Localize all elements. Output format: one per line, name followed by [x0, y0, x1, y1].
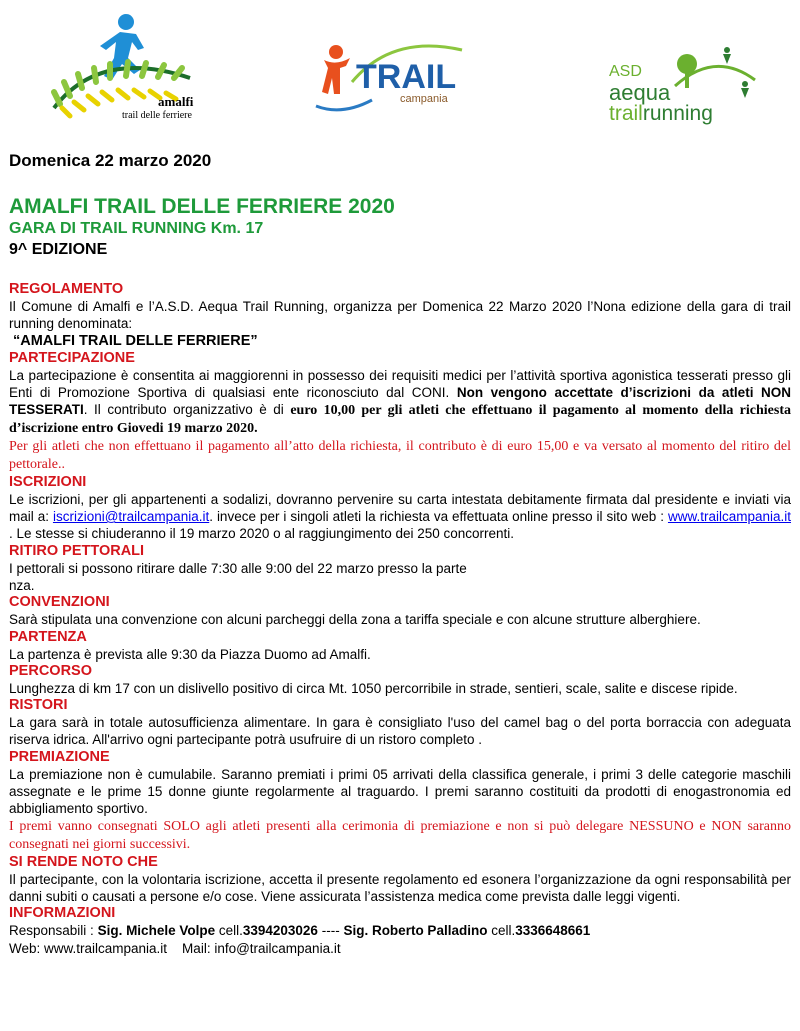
section-rende-noto-heading: SI RENDE NOTO CHE	[9, 853, 158, 870]
trail-campania-logo	[312, 38, 492, 118]
section-convenzioni-heading: CONVENZIONI	[9, 594, 110, 611]
ristori-text: La gara sarà in totale autosufficienza alimentare. In gara è consigliato l'uso del camel bag o del porta borraccia con adeguata riserva idrica. All'arrivo ogni partecipante potrà usufruire di un ristoro completo .	[9, 715, 791, 748]
event-date: Domenica 22 marzo 2020	[9, 151, 212, 170]
section-partecipazione-heading: PARTECIPAZIONE	[9, 349, 135, 366]
section-ristori-heading: RISTORI	[9, 697, 68, 714]
section-ritiro-heading: RITIRO PETTORALI	[9, 542, 145, 559]
logo-left-sub: trail delle ferriere	[122, 110, 192, 121]
percorso-text: Lunghezza di km 17 con un dislivello positivo di circa Mt. 1050 percorribile in strade, sentieri, scale, salite e discese ripide.	[9, 680, 738, 696]
page-title: AMALFI TRAIL DELLE FERRIERE 2020	[9, 195, 395, 218]
person-2: Sig. Roberto Palladino	[343, 923, 488, 939]
person-1: Sig. Michele Volpe	[97, 923, 216, 939]
ritiro-text-2: nza.	[9, 577, 35, 593]
responsabili-line: Responsabili : Sig. Michele Volpe cell.3394203026 ---- Sig. Roberto Palladino cell.3336648661	[9, 923, 591, 939]
section-iscrizioni-heading: ISCRIZIONI	[9, 473, 87, 490]
logo-right-line3: trailrunning	[609, 102, 713, 125]
premiazione-text: La premiazione non è cumulabile. Saranno premiati i primi 05 arrivati della classifica generale, i primi 3 delle categorie maschili assegnate e le prime 15 donne giunte regolarmente al traguardo. I premi saranno costituiti da prodotti di enogastronomia ed abbigliamento sportivo.	[9, 766, 791, 817]
ritiro-text: I pettorali si possono ritirare dalle 7:30 alle 9:00 del 22 marzo presso la parte	[9, 560, 467, 576]
section-partenza-heading: PARTENZA	[9, 628, 87, 645]
logo-right-line1: ASD	[609, 63, 642, 80]
logo-right-line2: aequa	[609, 80, 671, 105]
regolamento-text: Il Comune di Amalfi e l’A.S.D. Aequa Trail Running, organizza per Domenica 22 Marzo 2020 l’Nona edizione della gara di trail running denominata:	[9, 299, 791, 332]
logo-center-sub: campania	[400, 93, 448, 105]
section-informazioni-heading: INFORMAZIONI	[9, 905, 116, 922]
iscrizioni-text: Le iscrizioni, per gli appartenenti a sodalizi, dovranno pervenire su carta intestata debitamente firmata dal presidente e inviati via mail a: iscrizioni@trailcampania.it. invece per i singoli atleti la richiesta va effettuata online presso il sito web : www.trailcampania.it . Le stesse si chiuderanno il 19 marzo 2020 o al raggiungimento dei 250 concorrenti.	[9, 491, 791, 542]
website-link[interactable]: www.trailcampania.it	[667, 509, 791, 525]
logo-center-name: TRAIL	[356, 58, 457, 96]
section-percorso-heading: PERCORSO	[9, 662, 92, 679]
section-regolamento-heading: REGOLAMENTO	[9, 281, 124, 297]
document-body	[9, 150, 791, 957]
iscrizioni-email-link[interactable]: iscrizioni@trailcampania.it	[52, 509, 210, 525]
amalfi-trail-logo	[40, 8, 220, 133]
phone-2: 3336648661	[515, 923, 591, 939]
contact-web-mail: Web: www.trailcampania.it Mail: info@trailcampania.it	[9, 940, 341, 956]
race-name: “AMALFI TRAIL DELLE FERRIERE”	[13, 332, 258, 349]
section-premiazione-heading: PREMIAZIONE	[9, 748, 110, 765]
partecipazione-text: La partecipazione è consentita ai maggiorenni in possesso dei requisiti medici per l’attività sportiva agonistica tesserati presso gli Enti di Promozione Sportiva di qualsiasi ente riconosciuto dal CONI. Non vengono accettate d’iscrizioni da atleti NON TESSERATI. Il contributo organizzativo è di euro 10,00 per gli atleti che effettuano il pagamento al momento della richiesta d’iscrizione entro Giovedi 19 marzo 2020.	[9, 367, 792, 437]
premiazione-note: I premi vanno consegnati SOLO agli atleti presenti alla cerimonia di premiazione e non si può delegare NESSUNO e NON saranno consegnati nei giorni successivi.	[9, 818, 791, 852]
logo-bar	[0, 0, 800, 140]
edition-label: 9^ EDIZIONE	[9, 241, 108, 258]
convenzioni-text: Sarà stipulata una convenzione con alcuni parcheggi della zona a tariffa speciale e con alcune strutture alberghiere.	[9, 612, 701, 628]
partenza-text: La partenza è prevista alle 9:30 da Piazza Duomo ad Amalfi.	[9, 646, 371, 662]
logo-left-name: amalfi	[158, 94, 194, 109]
rende-noto-text: Il partecipante, con la volontaria iscrizione, accetta il presente regolamento ed esonera l’organizzazione da ogni responsabilità per danni subiti o causati a persone e/o cose. Viene assicurata l’assistenza medica come prevista dalle leggi vigenti.	[9, 871, 791, 904]
partecipazione-note: Per gli atleti che non effettuano il pagamento all’atto della richiesta, il contributo è di euro 15,00 e va versato al momento del ritiro del pettorale..	[9, 438, 791, 472]
aequa-trailrunning-logo	[605, 40, 775, 130]
page-subtitle: GARA DI TRAIL RUNNING Km. 17	[9, 220, 264, 237]
phone-1: 3394203026	[242, 923, 318, 939]
